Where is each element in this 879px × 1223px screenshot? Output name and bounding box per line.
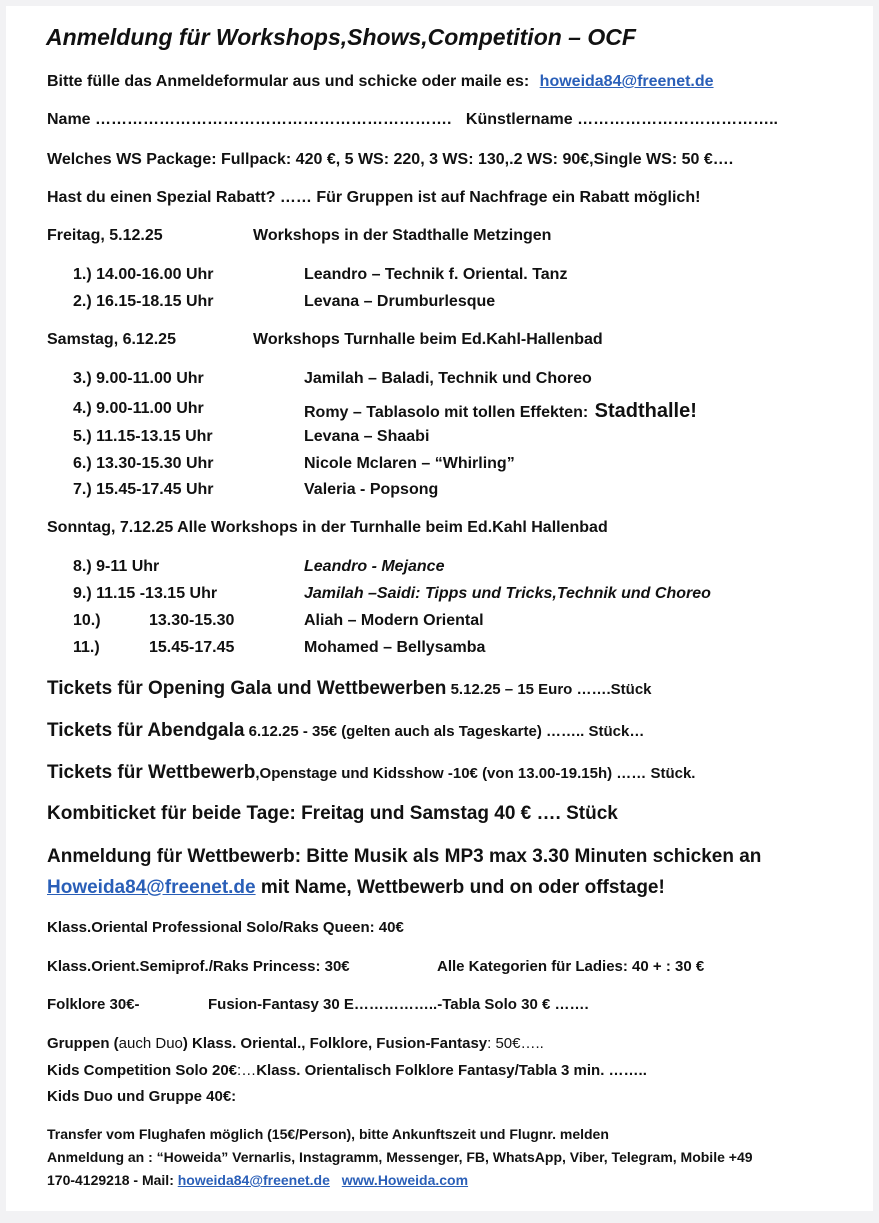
workshop-11-desc: Mohamed – Bellysamba: [304, 639, 486, 656]
workshop-8-time: 8.) 9-11 Uhr: [73, 558, 160, 575]
groups-text-b: auch Duo: [118, 1035, 183, 1052]
groups-text-c: ) Klass. Oriental., Folklore, Fusion-Fantasy: [182, 1035, 488, 1052]
workshop-2-desc: Levana – Drumburlesque: [304, 293, 496, 310]
friday-day: Freitag, 5.12.25: [47, 227, 163, 244]
intro-email-link[interactable]: howeida84@freenet.de: [539, 73, 714, 90]
workshop-8-desc: Leandro - Mejance: [304, 558, 445, 575]
groups-text-a: Gruppen (: [47, 1035, 119, 1052]
workshop-5-desc: Levana – Shaabi: [304, 428, 430, 445]
groups-text-d: : 50€…..: [487, 1035, 544, 1052]
workshop-9-time: 9.) 11.15 -13.15 Uhr: [73, 585, 218, 602]
footer-contact: [47, 1172, 468, 1188]
ticket-wettbewerb-title: Tickets für Wettbewerb: [47, 762, 256, 783]
ticket-abendgala-title: Tickets für Abendgala: [47, 720, 245, 741]
category-ladies: Alle Kategorien für Ladies: 40 + : 30 €: [437, 958, 705, 975]
ticket-opening-gala: [47, 678, 652, 700]
page-title: Anmeldung für Workshops,Shows,Competition – OCF: [46, 24, 636, 50]
competition-line-2: [47, 877, 665, 899]
workshop-4-venue-note: Stadthalle!: [594, 400, 697, 422]
discount-line: Hast du einen Spezial Rabatt? …… Für Gruppen ist auf Nachfrage ein Rabatt möglich!: [47, 189, 701, 206]
ticket-kombi-title: Kombiticket für beide Tage: Freitag und Samstag 40 € …. Stück: [47, 803, 618, 824]
workshop-11-num: 11.): [73, 639, 100, 656]
footer-anmeldung-label: Anmeldung an: [47, 1149, 145, 1165]
footer-anmeldung: [47, 1149, 753, 1165]
competition-instructions: mit Name, Wettbewerb und on oder offstage!: [255, 877, 665, 898]
workshop-1-time: 1.) 14.00-16.00 Uhr: [73, 266, 214, 283]
workshop-7-time: 7.) 15.45-17.45 Uhr: [73, 481, 214, 498]
saturday-day: Samstag, 6.12.25: [47, 331, 176, 348]
workshop-10-time: 13.30-15.30: [149, 612, 235, 629]
footer-phone: 170-4129218 - Mail:: [47, 1172, 174, 1188]
ticket-kombi: [47, 803, 618, 825]
category-professional: Klass.Oriental Professional Solo/Raks Queen: 40€: [47, 919, 404, 936]
workshop-10-desc: Aliah – Modern Oriental: [304, 612, 484, 629]
registration-form: [6, 6, 873, 1211]
workshop-7-desc: Valeria - Popsong: [304, 481, 439, 498]
footer-anmeldung-details: : “Howeida” Vernarlis, Instagramm, Messenger, FB, WhatsApp, Viber, Telegram, Mobile +49: [144, 1149, 753, 1165]
footer-mail-link[interactable]: howeida84@freenet.de: [177, 1172, 330, 1188]
kids-text-b: :…: [237, 1062, 257, 1079]
ticket-wettbewerb-details: ,Openstage und Kidsshow -10€ (von 13.00-19.15h) …… Stück.: [255, 765, 696, 782]
workshop-6-desc: Nicole Mclaren – “Whirling”: [304, 455, 515, 472]
category-fusion-tabla: Fusion-Fantasy 30 E……………..-Tabla Solo 30 € …….: [208, 996, 589, 1013]
footer-web-link[interactable]: www.Howeida.com: [341, 1172, 469, 1188]
friday-location: Workshops in der Stadthalle Metzingen: [253, 227, 552, 244]
workshop-3-desc: Jamilah – Baladi, Technik und Choreo: [304, 370, 592, 387]
workshop-9-desc: Jamilah –Saidi: Tipps und Tricks,Technik und Choreo: [304, 585, 711, 602]
name-field[interactable]: Name ………………………………………………………….: [47, 111, 452, 128]
footer-transfer: Transfer vom Flughafen möglich (15€/Person), bitte Ankunftszeit und Flugnr. melden: [47, 1126, 609, 1142]
ticket-opening-gala-title: Tickets für Opening Gala und Wettbewerben: [47, 678, 447, 699]
workshop-5-time: 5.) 11.15-13.15 Uhr: [73, 428, 213, 445]
ticket-abendgala-details: 6.12.25 - 35€ (gelten auch als Tageskarte) …….. Stück…: [244, 723, 645, 740]
intro-text: Bitte fülle das Anmeldeformular aus und schicke oder maile es:: [47, 73, 530, 90]
workshop-11-time: 15.45-17.45: [149, 639, 235, 656]
sunday-heading: Sonntag, 7.12.25 Alle Workshops in der Turnhalle beim Ed.Kahl Hallenbad: [47, 519, 608, 536]
workshop-6-time: 6.) 13.30-15.30 Uhr: [73, 455, 214, 472]
category-groups: [47, 1035, 544, 1052]
ticket-opening-gala-details: 5.12.25 – 15 Euro …….Stück: [446, 681, 652, 698]
competition-line-1: Anmeldung für Wettbewerb: Bitte Musik als MP3 max 3.30 Minuten schicken an: [47, 846, 762, 867]
workshop-4-time: 4.) 9.00-11.00 Uhr: [73, 400, 204, 417]
category-semiprof: Klass.Orient.Semiprof./Raks Princess: 30€: [47, 958, 350, 975]
saturday-location: Workshops Turnhalle beim Ed.Kahl-Hallenbad: [253, 331, 603, 348]
package-line: Welches WS Package: Fullpack: 420 €, 5 WS: 220, 3 WS: 130,.2 WS: 90€,Single WS: 50 €….: [47, 151, 734, 168]
workshop-4-desc: [304, 400, 697, 423]
workshop-2-time: 2.) 16.15-18.15 Uhr: [73, 293, 214, 310]
kids-text-a: Kids Competition Solo 20€: [47, 1062, 238, 1079]
kids-text-c: Klass. Orientalisch Folklore Fantasy/Tabla 3 min. ……..: [256, 1062, 647, 1079]
workshop-10-num: 10.): [73, 612, 101, 629]
name-line: [47, 111, 778, 129]
ticket-wettbewerb: [47, 762, 695, 784]
workshop-3-time: 3.) 9.00-11.00 Uhr: [73, 370, 204, 387]
workshop-1-desc: Leandro – Technik f. Oriental. Tanz: [304, 266, 568, 283]
ticket-abendgala: [47, 720, 644, 742]
category-folklore: Folklore 30€-: [47, 996, 140, 1013]
workshop-4-desc-text: Romy – Tablasolo mit tollen Effekten:: [304, 404, 589, 421]
competition-email-link[interactable]: Howeida84@freenet.de: [47, 877, 256, 898]
category-kids-duo: Kids Duo und Gruppe 40€:: [47, 1088, 237, 1105]
intro-line: [47, 73, 714, 91]
artist-name-field[interactable]: Künstlername ………………………………..: [465, 111, 778, 128]
category-kids-solo: [47, 1062, 647, 1079]
